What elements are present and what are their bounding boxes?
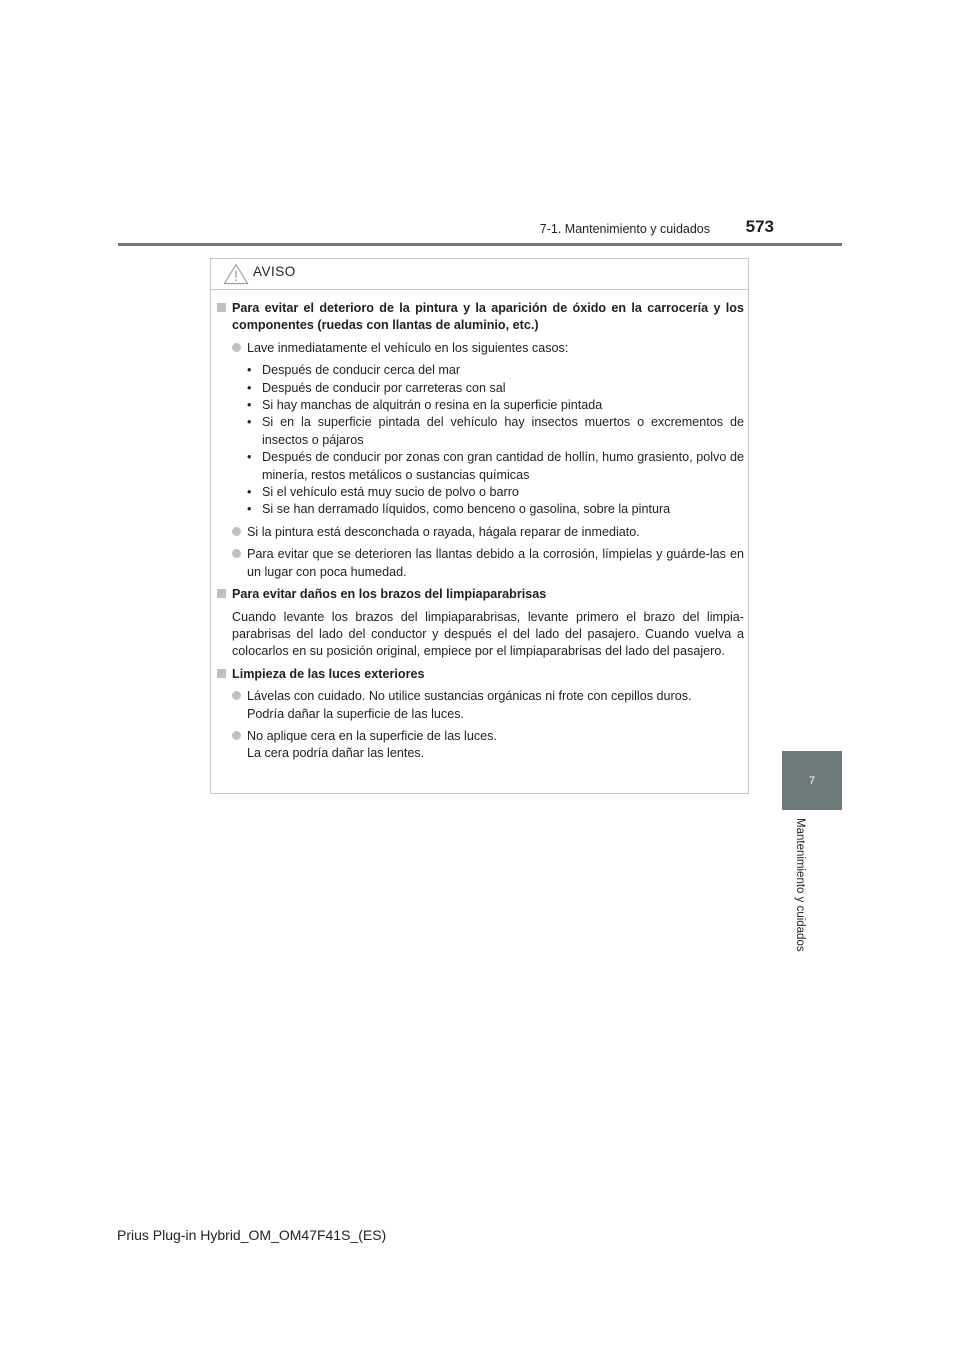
square-bullet-icon xyxy=(217,303,226,312)
section-lights xyxy=(217,666,744,763)
caution-header xyxy=(211,259,748,290)
bullet-text: No aplique cera en la superficie de las luces. xyxy=(247,728,497,743)
round-bullet-icon xyxy=(232,691,241,700)
bullet-text: Para evitar que se deterioren las llantas debido a la corrosión, límpielas y guárde-las en un lugar con poca humedad. xyxy=(247,547,744,579)
bullet-text: Lave inmediatamente el vehículo en los siguientes casos: xyxy=(247,340,569,355)
list-item: • Si el vehículo está muy sucio de polvo o barro xyxy=(247,484,744,501)
caution-content xyxy=(217,300,744,763)
caution-box xyxy=(210,258,749,794)
section-body: Cuando levante los brazos del limpiaparabrisas, levante primero el brazo del limpia-parabrisas del lado del conductor y después el del lado del pasajero. Cuando vuelva a colocarlos en su posición original, empiece por el limpiaparabrisas del lado del pasajero. xyxy=(232,609,744,659)
wash-cases-list xyxy=(247,362,744,519)
section-title: Limpieza de las luces exteriores xyxy=(232,666,425,681)
bullet-text: Podría dañar la superficie de las luces. xyxy=(247,706,465,721)
section-title: Para evitar daños en los brazos del limpiaparabrisas xyxy=(232,587,547,602)
round-bullet-icon xyxy=(232,549,241,558)
section-title: Para evitar el deterioro de la pintura y la aparición de óxido en la carrocería y los componentes (ruedas con llantas de aluminio, etc.) xyxy=(232,301,744,333)
chapter-side-label: Mantenimiento y cuidados xyxy=(794,818,806,952)
round-bullet-icon xyxy=(232,343,241,352)
caution-title: AVISO xyxy=(253,264,296,279)
bullet-item xyxy=(232,524,744,541)
bullet-text: La cera podría dañar las lentes. xyxy=(247,746,425,761)
list-item: • Si se han derramado líquidos, como benceno o gasolina, sobre la pintura xyxy=(247,501,744,518)
header-rule xyxy=(118,243,842,246)
bullet-item xyxy=(232,546,744,581)
page-number: 573 xyxy=(745,217,774,236)
section-paint xyxy=(217,300,744,581)
square-bullet-icon xyxy=(217,669,226,678)
round-bullet-icon xyxy=(232,731,241,740)
bullet-text: Lávelas con cuidado. No utilice sustancias orgánicas ni frote con cepillos duros. xyxy=(247,689,692,704)
square-bullet-icon xyxy=(217,589,226,598)
chapter-tab[interactable] xyxy=(782,751,842,810)
bullet-item xyxy=(232,340,744,357)
list-item: • Después de conducir cerca del mar xyxy=(247,362,744,379)
list-item: • Después de conducir por zonas con gran cantidad de hollín, humo grasiento, polvo de minería, restos metálicos o sustancias químicas xyxy=(247,449,744,484)
bullet-item xyxy=(232,688,744,723)
bullet-text: Si la pintura está desconchada o rayada, hágala reparar de inmediato. xyxy=(247,524,640,539)
section-wipers xyxy=(217,586,744,661)
header-section-title: 7-1. Mantenimiento y cuidados xyxy=(539,222,710,236)
warning-triangle-icon xyxy=(223,263,249,285)
list-item: • Si en la superficie pintada del vehículo hay insectos muertos o excrementos de insectos o pájaros xyxy=(247,414,744,449)
chapter-number: 7 xyxy=(808,774,816,787)
round-bullet-icon xyxy=(232,527,241,536)
list-item: • Si hay manchas de alquitrán o resina en la superficie pintada xyxy=(247,397,744,414)
list-item: • Después de conducir por carreteras con sal xyxy=(247,380,744,397)
bullet-item xyxy=(232,728,744,763)
footer-document-id: Prius Plug-in Hybrid_OM_OM47F41S_(ES) xyxy=(117,1227,387,1243)
